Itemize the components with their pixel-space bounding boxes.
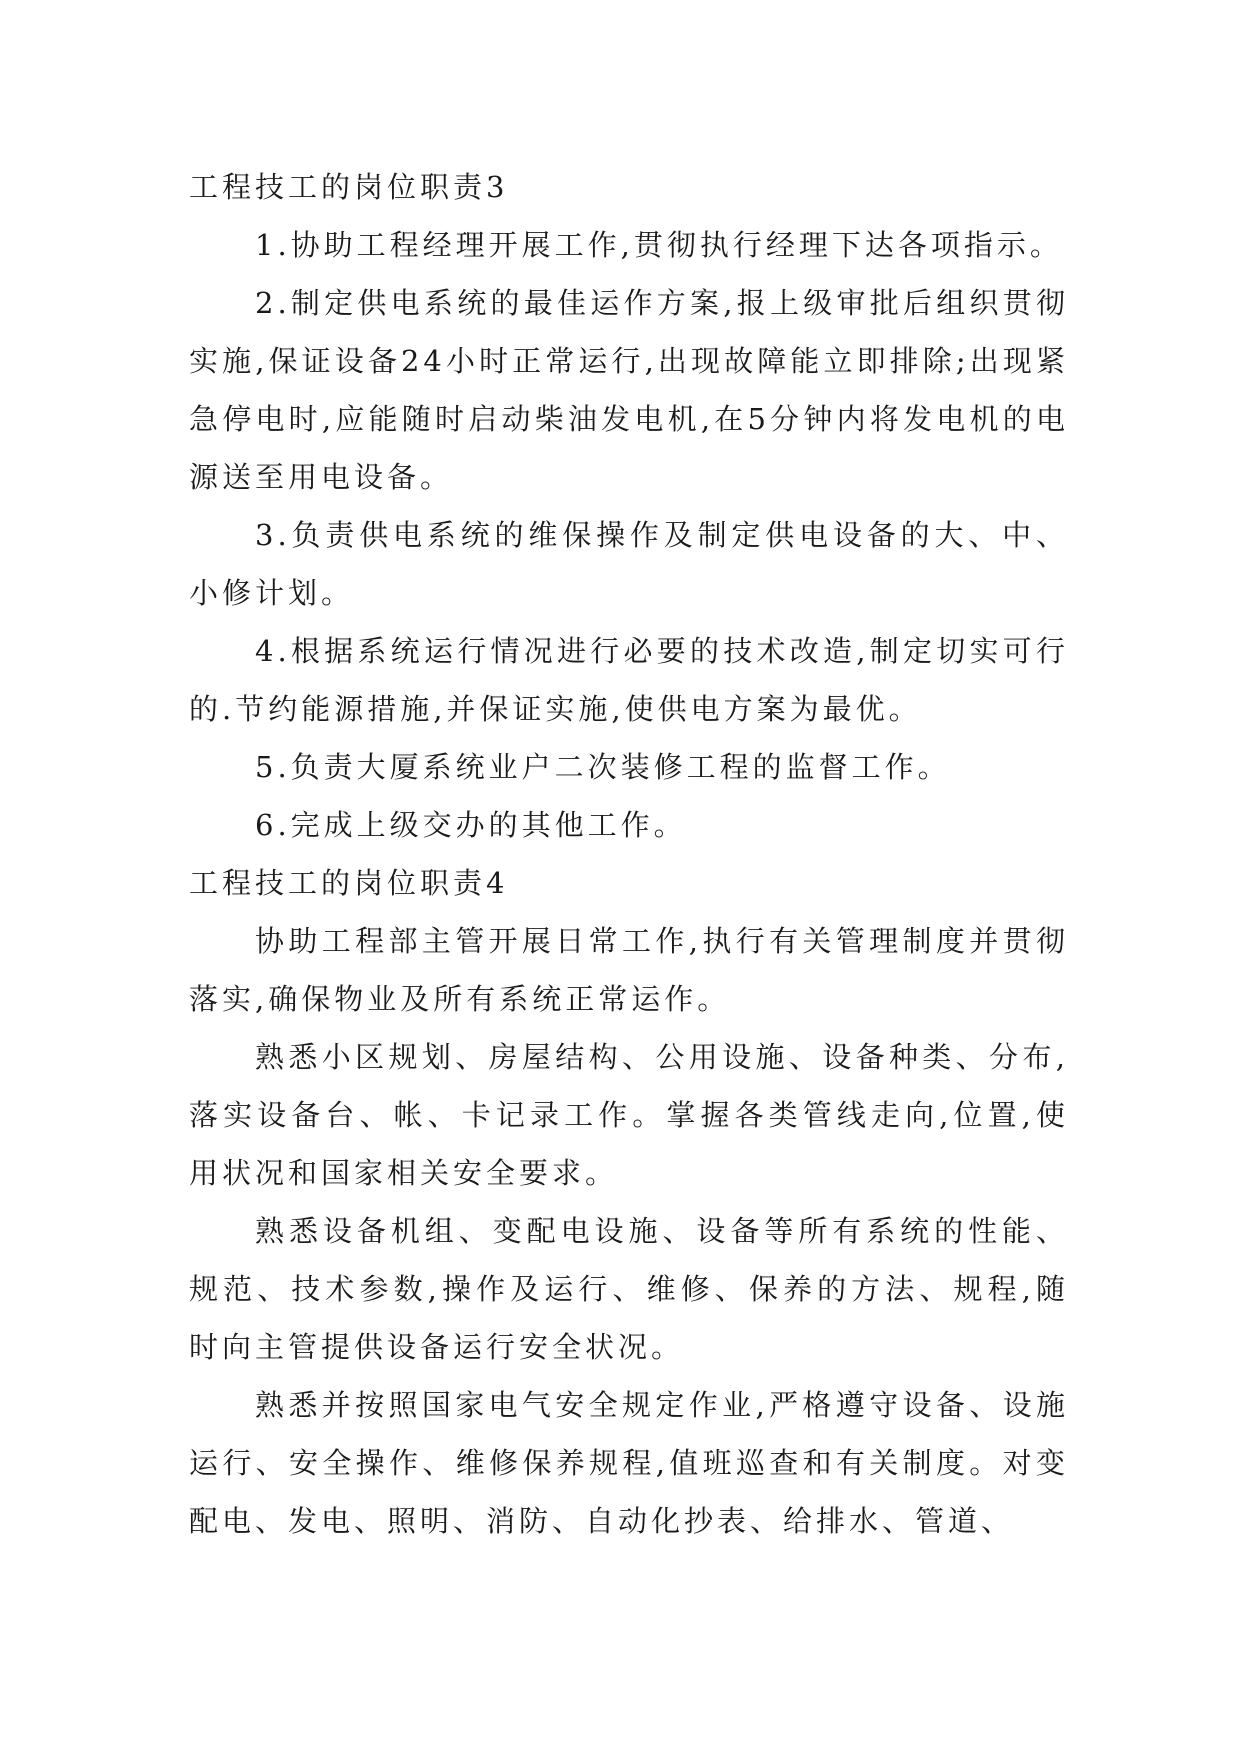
document-body: [189, 158, 1069, 1550]
section-4-paragraph-3: 熟悉设备机组、变配电设施、设备等所有系统的性能、规范、技术参数,操作及运行、维修、保养的方法、规程,随时向主管提供设备运行安全状况。: [189, 1214, 1069, 1364]
section-4-paragraph-4: 熟悉并按照国家电气安全规定作业,严格遵守设备、设施运行、安全操作、维修保养规程,值班巡查和有关制度。对变配电、发电、照明、消防、自动化抄表、给排水、管道、: [189, 1388, 1069, 1538]
section-3-item-3: 3.负责供电系统的维保操作及制定供电设备的大、中、小修计划。: [189, 518, 1069, 610]
section-3-item-6: 6.完成上级交办的其他工作。: [255, 808, 687, 842]
section-3-title: 工程技工的岗位职责3: [189, 170, 509, 204]
section-3-item-5: 5.负责大厦系统业户二次装修工程的监督工作。: [255, 750, 951, 784]
section-3-item-2: 2.制定供电系统的最佳运作方案,报上级审批后组织贯彻实施,保证设备24小时正常运行,出现故障能立即排除;出现紧急停电时,应能随时启动柴油发电机,在5分钟内将发电机的电源送至用电设备。: [189, 286, 1069, 494]
section-4-title: 工程技工的岗位职责4: [189, 866, 509, 900]
section-4-paragraph-1: 协助工程部主管开展日常工作,执行有关管理制度并贯彻落实,确保物业及所有系统正常运作。: [189, 924, 1069, 1016]
section-3-item-4: 4.根据系统运行情况进行必要的技术改造,制定切实可行的.节约能源措施,并保证实施,使供电方案为最优。: [189, 634, 1069, 726]
section-3-item-1: 1.协助工程经理开展工作,贯彻执行经理下达各项指示。: [255, 228, 1063, 262]
section-4-paragraph-2: 熟悉小区规划、房屋结构、公用设施、设备种类、分布,落实设备台、帐、卡记录工作。掌握各类管线走向,位置,使用状况和国家相关安全要求。: [189, 1040, 1069, 1190]
